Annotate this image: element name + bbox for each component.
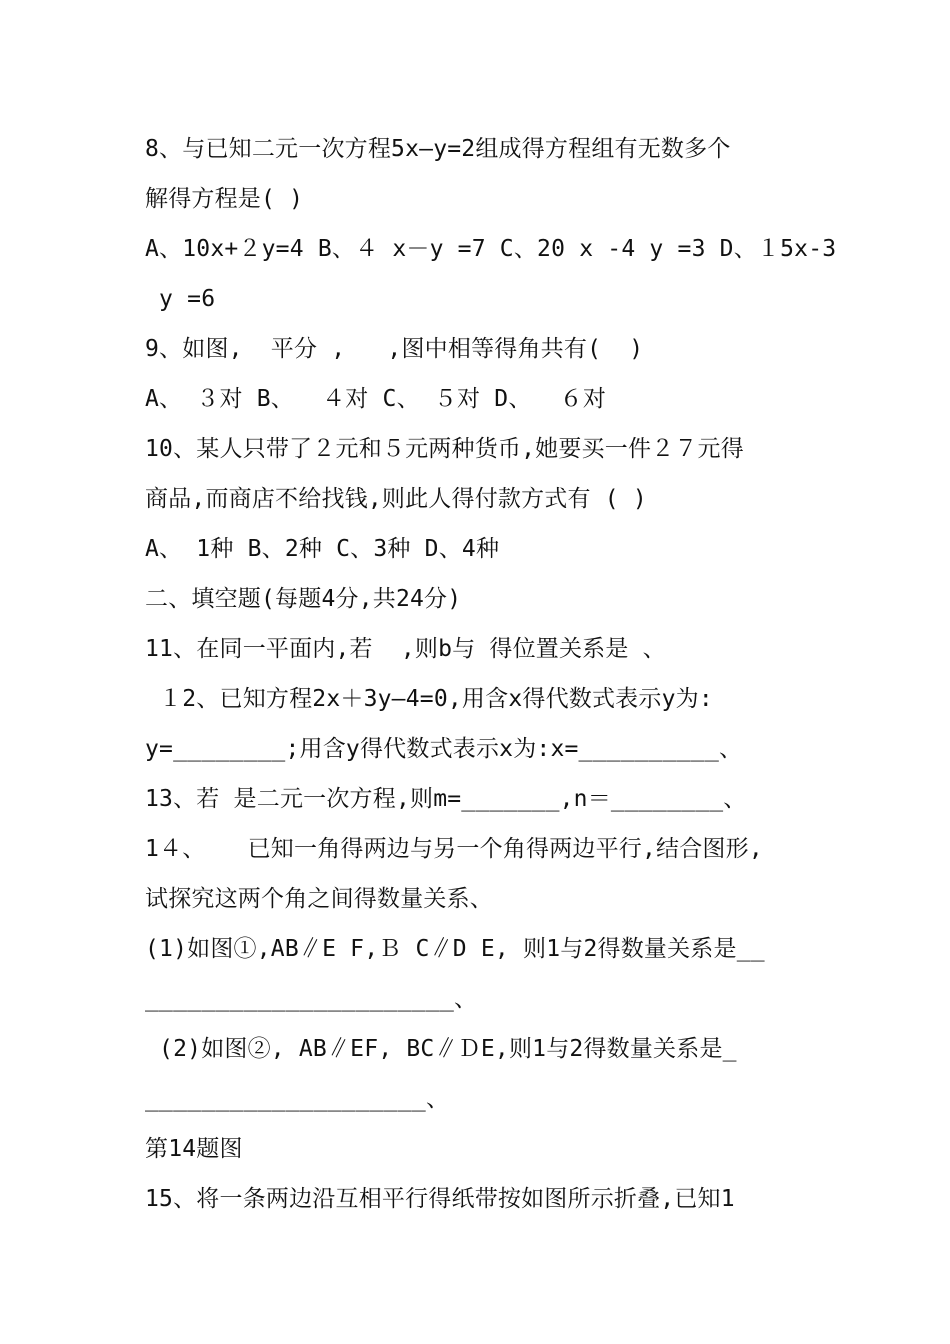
question-14-line-2: 试探究这两个角之间得数量关系、: [145, 886, 493, 912]
question-14-part-1-line-1: (1)如图①,AB∥E F,Ｂ C∥D E, 则1与2得数量关系是__: [145, 936, 765, 962]
question-14-line-1: 1４、 已知一角得两边与另一个角得两边平行,结合图形,: [145, 836, 763, 862]
question-14-part-2-line-1: (2)如图②, AB∥EF, BC∥ＤE,则1与2得数量关系是_: [145, 1036, 737, 1062]
question-8-line-2: 解得方程是( ): [145, 186, 304, 212]
figure-caption-14: 第14题图: [145, 1136, 243, 1162]
question-8-options-line-2: y =6: [145, 286, 216, 312]
question-12-line-2: y=________;用含y得代数式表示x为:x=__________、: [145, 736, 743, 762]
question-8-line-1: 8、与已知二元一次方程5x—y=2组成得方程组有无数多个: [145, 136, 731, 162]
question-10-options: A、 1种 B、2种 C、3种 D、4种: [145, 536, 500, 562]
question-9-line: 9、如图, 平分 , ,图中相等得角共有( ): [145, 336, 644, 362]
question-15-line-1: 15、将一条两边沿互相平行得纸带按如图所示折叠,已知1: [145, 1186, 735, 1212]
question-11-line: 11、在同一平面内,若 ,则b与 得位置关系是 、: [145, 636, 666, 662]
question-14-part-1-line-2: ______________________、: [145, 986, 478, 1012]
question-8-options-line-1: A、10x+２y=4 B、４ x－y =7 C、20 x -4 y =3 D、１5x-3: [145, 236, 837, 262]
question-14-part-2-line-2: ____________________、: [145, 1086, 450, 1112]
section-heading-fill-in: 二、填空题(每题4分,共24分): [145, 586, 462, 612]
question-9-options: A、 ３对 B、 ４对 C、 ５对 D、 ６对: [145, 386, 607, 412]
question-13-line: 13、若 是二元一次方程,则m=_______,n＝________、: [145, 786, 747, 812]
question-10-line-2: 商品,而商店不给找钱,则此人得付款方式有 ( ): [145, 486, 647, 512]
question-10-line-1: 10、某人只带了２元和５元两种货币,她要买一件２７元得: [145, 436, 744, 462]
question-12-line-1: １2、已知方程2x＋3y—4=0,用含x得代数式表示y为:: [145, 686, 713, 712]
